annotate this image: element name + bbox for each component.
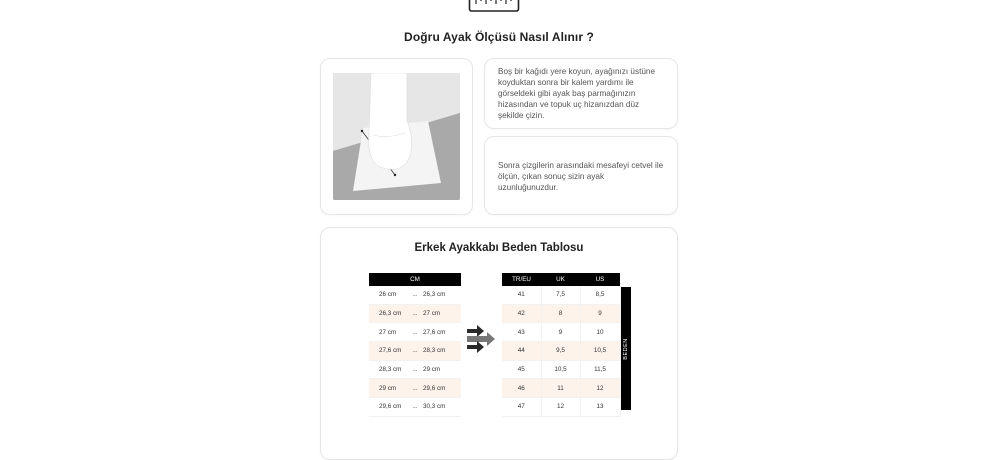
- step-text: Boş bir kağıdı yere koyun, ayağınızı üstüne koyduktan sonra bir kalem yardımı ile görseldeki gibi ayak baş parmağınızın hizasından ve topuk uç hizanızdan düz şekilde çizin.: [498, 67, 656, 120]
- size-chart-card: [320, 227, 678, 460]
- table-row: [369, 323, 461, 342]
- cm-to-cell: 29,6 cm: [423, 379, 461, 398]
- size-cell: 13: [580, 398, 620, 417]
- cm-from-cell: 27 cm: [369, 323, 407, 342]
- table-row: [369, 379, 461, 398]
- size-cell: 42: [502, 304, 541, 323]
- size-cell: 10: [580, 323, 620, 342]
- separator-cell: ...: [407, 286, 423, 304]
- table-row: [369, 286, 461, 304]
- side-label-text: BEDEN: [623, 337, 629, 360]
- size-cell: 11: [541, 379, 580, 398]
- cm-table: [369, 273, 461, 417]
- cm-header: CM: [369, 273, 461, 286]
- cm-to-cell: 29 cm: [423, 360, 461, 379]
- size-cell: 43: [502, 323, 541, 342]
- table-row: [502, 342, 620, 361]
- separator-cell: ...: [407, 379, 423, 398]
- cm-from-cell: 26,3 cm: [369, 304, 407, 323]
- cm-to-cell: 27 cm: [423, 304, 461, 323]
- cm-from-cell: 29,6 cm: [369, 398, 407, 417]
- table-row: [502, 304, 620, 323]
- table-row: [369, 398, 461, 417]
- size-cell: 9: [580, 304, 620, 323]
- size-cell: 9: [541, 323, 580, 342]
- size-header-cell: UK: [541, 273, 580, 286]
- arrow-right-icon: [467, 324, 501, 358]
- size-cell: 8,5: [580, 286, 620, 304]
- foot-image-card: [320, 58, 473, 215]
- table-row: [502, 286, 620, 304]
- size-cell: 7,5: [541, 286, 580, 304]
- size-cell: 46: [502, 379, 541, 398]
- table-row: [369, 360, 461, 379]
- size-cell: 12: [580, 379, 620, 398]
- page-title: Doğru Ayak Ölçüsü Nasıl Alınır ?: [404, 30, 594, 44]
- size-header-cell: US: [580, 273, 620, 286]
- cm-to-cell: 26,3 cm: [423, 286, 461, 304]
- size-cell: 12: [541, 398, 580, 417]
- size-side-label: [621, 287, 631, 410]
- table-row: [502, 323, 620, 342]
- size-cell: 10,5: [580, 342, 620, 361]
- size-cell: 10,5: [541, 360, 580, 379]
- foot-measurement-image: [333, 73, 460, 200]
- separator-cell: ...: [407, 342, 423, 361]
- cm-from-cell: 29 cm: [369, 379, 407, 398]
- separator-cell: ...: [407, 323, 423, 342]
- cm-from-cell: 26 cm: [369, 286, 407, 304]
- size-cell: 41: [502, 286, 541, 304]
- size-table: [502, 273, 621, 417]
- step-card-draw: [484, 58, 678, 129]
- size-cell: 47: [502, 398, 541, 417]
- table-row: [369, 304, 461, 323]
- size-cell: 9,5: [541, 342, 580, 361]
- ruler-icon: [468, 0, 520, 14]
- size-cell: 8: [541, 304, 580, 323]
- separator-cell: ...: [407, 304, 423, 323]
- cm-from-cell: 28,3 cm: [369, 360, 407, 379]
- table-row: [502, 379, 620, 398]
- separator-cell: ...: [407, 360, 423, 379]
- step-card-measure: [484, 136, 678, 215]
- size-chart-title: Erkek Ayakkabı Beden Tablosu: [414, 242, 584, 254]
- size-cell: 45: [502, 360, 541, 379]
- cm-to-cell: 30,3 cm: [423, 398, 461, 417]
- table-row: [369, 342, 461, 361]
- table-row: [502, 398, 620, 417]
- cm-to-cell: 27,6 cm: [423, 323, 461, 342]
- size-cell: 44: [502, 342, 541, 361]
- size-header-cell: TR/EU: [502, 273, 541, 286]
- separator-cell: ...: [407, 398, 423, 417]
- step-text: Sonra çizgilerin arasındaki mesafeyi cetvel ile ölçün, çıkan sonuç sizin ayak uzunluğunuzdur.: [498, 161, 664, 192]
- size-cell: 11,5: [580, 360, 620, 379]
- table-row: [502, 360, 620, 379]
- cm-from-cell: 27,6 cm: [369, 342, 407, 361]
- cm-to-cell: 28,3 cm: [423, 342, 461, 361]
